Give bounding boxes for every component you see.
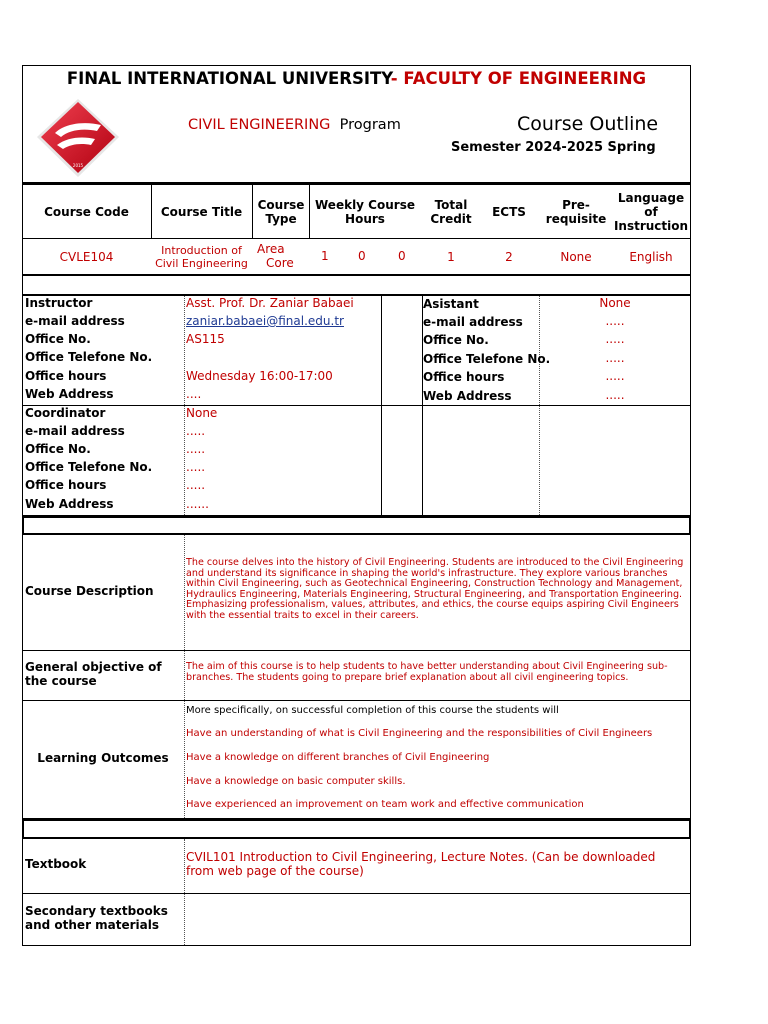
- course-code: CVLE104: [59, 250, 114, 264]
- language-value: English: [629, 250, 673, 264]
- program-line: [188, 117, 401, 133]
- title-dash: -: [390, 69, 404, 88]
- instructor-phone-label: Office Telefone No.: [25, 350, 153, 364]
- coordinator-office: .....: [186, 442, 206, 456]
- doc-title: Course Outline: [517, 113, 659, 135]
- spacer-box-2: [22, 819, 691, 839]
- instructor-web-label: Web Address: [25, 387, 114, 401]
- description-label: Course Description: [25, 584, 154, 598]
- coordinator-web-label: Web Address: [25, 497, 114, 511]
- ects-value: 2: [505, 250, 513, 264]
- assistant-hours: .....: [605, 369, 625, 383]
- header-weekly-hours: Weekly Course Hours: [315, 197, 415, 226]
- instructor-email-link[interactable]: zaniar.babaei@final.edu.tr: [186, 314, 344, 328]
- faculty-name: FACULTY OF ENGINEERING: [403, 69, 647, 88]
- assistant-name: None: [599, 296, 631, 310]
- header-course-code: Course Code: [44, 204, 129, 219]
- assistant-web: .....: [605, 388, 625, 402]
- course-type-core: Core: [266, 256, 294, 270]
- spacer-box-1: [22, 516, 691, 535]
- university-name: FINAL INTERNATIONAL UNIVERSITY: [66, 69, 391, 88]
- assistant-email: .....: [605, 314, 625, 328]
- header-prerequisite: Pre-requisite: [545, 197, 607, 226]
- program-name: CIVIL ENGINEERING: [188, 117, 331, 133]
- total-credit: 1: [447, 250, 455, 264]
- weekly-hours-theory: 1: [321, 249, 329, 263]
- outcome-item: Have a knowledge on basic computer skills.: [186, 776, 406, 787]
- weekly-hours-lab: 0: [398, 249, 406, 263]
- svg-text:2015: 2015: [72, 163, 84, 168]
- university-title: [22, 69, 691, 88]
- weekly-hours-practice: 0: [358, 249, 366, 263]
- coordinator-phone-label: Office Telefone No.: [25, 460, 153, 474]
- objective-label: General objective of the course: [25, 660, 162, 688]
- assistant-hours-label: Office hours: [423, 370, 505, 384]
- instructor-office-label: Office No.: [25, 332, 91, 346]
- semester: Semester 2024-2025 Spring: [451, 140, 656, 155]
- assistant-email-label: e-mail address: [423, 315, 523, 329]
- header-language: Language of Instruction: [613, 190, 689, 233]
- header-course-type: Course Type: [257, 197, 305, 226]
- header-total-credit: Total Credit: [430, 197, 472, 226]
- description-text: The course delves into the history of Civil Engineering. Students are introduced to the Civil Engineering and understand its significance in shaping the world's infrastructure. They explore various branches within Civil Engineering, such as Geotechnical Engineering, Construction Technology and Management, Hydraulics Engineering, Materials Engineering, Structural Engineering, and Transportation Engineering. Emphasizing professionalism, values, attributes, and ethics, the course equips aspiring Civil Engineers with the essential traits to excel in their careers.: [186, 557, 684, 621]
- assistant-phone: .....: [605, 351, 625, 365]
- header-course-title: Course Title: [160, 204, 243, 219]
- outcomes-label: Learning Outcomes: [37, 751, 169, 765]
- textbook-text: CVIL101 Introduction to Civil Engineering, Lecture Notes. (Can be downloaded from web page of the course): [186, 850, 656, 878]
- coordinator-phone: .....: [186, 460, 206, 474]
- instructor-office: AS115: [186, 332, 225, 346]
- instructor-email-label: e-mail address: [25, 314, 125, 328]
- coordinator-office-label: Office No.: [25, 442, 91, 456]
- coordinator-hours-label: Office hours: [25, 478, 107, 492]
- instructor-hours-label: Office hours: [25, 369, 107, 383]
- objective-text: The aim of this course is to help students to have better understanding about Civil Engineering sub-branches. The students going to prepare brief explanation about all civil engineering topics.: [186, 661, 668, 683]
- assistant-phone-label: Office Telefone No.: [423, 352, 551, 366]
- assistant-web-label: Web Address: [423, 389, 512, 403]
- instructor-label: Instructor: [25, 296, 93, 310]
- course-type-area: Area: [257, 242, 285, 256]
- assistant-label: Asistant: [423, 297, 479, 311]
- program-suffix: Program: [339, 117, 401, 133]
- outcome-item: Have an understanding of what is Civil Engineering and the responsibilities of Civil Engineers: [186, 728, 653, 739]
- spacer-row: [22, 276, 691, 295]
- outcome-item: Have experienced an improvement on team work and effective communication: [186, 799, 584, 810]
- instructor-hours: Wednesday 16:00-17:00: [186, 369, 333, 383]
- secondary-label: Secondary textbooks and other materials: [25, 904, 168, 932]
- assistant-office-label: Office No.: [423, 333, 489, 347]
- coordinator-email-label: e-mail address: [25, 424, 125, 438]
- final-university-logo-icon: [35, 97, 121, 181]
- coordinator-email: .....: [186, 424, 206, 438]
- coordinator-web: ......: [186, 497, 209, 511]
- instructor-web: ....: [186, 387, 202, 401]
- coordinator-label: Coordinator: [25, 406, 106, 420]
- outcomes-intro: More specifically, on successful completion of this course the students will: [186, 705, 559, 716]
- coordinator-name: None: [186, 406, 218, 420]
- textbook-label: Textbook: [25, 857, 87, 871]
- instructor-name: Asst. Prof. Dr. Zaniar Babaei: [186, 296, 354, 310]
- header-ects: ECTS: [492, 204, 526, 219]
- assistant-office: .....: [605, 332, 625, 346]
- course-title: Introduction of Civil Engineering: [155, 244, 248, 270]
- prerequisite-value: None: [560, 250, 592, 264]
- outcome-item: Have a knowledge on different branches of Civil Engineering: [186, 752, 490, 763]
- coordinator-hours: .....: [186, 478, 206, 492]
